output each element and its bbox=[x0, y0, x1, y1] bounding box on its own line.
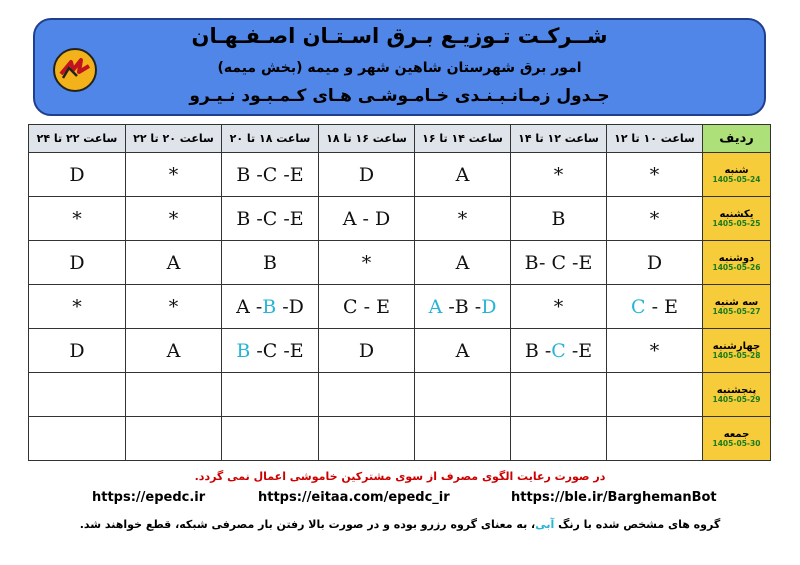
cell-22-24 bbox=[29, 373, 126, 417]
cell-22-24 bbox=[29, 417, 126, 461]
cell-10-12 bbox=[607, 285, 703, 329]
cell-10-12: D bbox=[607, 241, 703, 285]
header-slot-20-22: ساعت ۲۰ تا ۲۲ bbox=[126, 125, 222, 153]
group-label: -E bbox=[565, 339, 593, 362]
cell-18-20: B -C -E bbox=[222, 153, 319, 197]
group-label: -C -E bbox=[250, 339, 304, 362]
company-title: شــرکـت تـوزیـع بـرق اسـتـان اصـفـهـان bbox=[191, 24, 608, 48]
header-slot-22-24: ساعت ۲۲ تا ۲۴ bbox=[29, 125, 126, 153]
day-name: سه شنبه bbox=[714, 296, 759, 308]
cell-12-14 bbox=[511, 373, 607, 417]
eitaa-channel-link[interactable]: https://eitaa.com/epedc_ir bbox=[258, 490, 450, 505]
cell-22-24: D bbox=[29, 329, 126, 373]
group-label: B - bbox=[524, 339, 552, 362]
reserve-group-label: C bbox=[551, 339, 566, 362]
cell-22-24: * bbox=[29, 285, 126, 329]
table-title: جـدول زمـانـبـنـدی خـامـوشـی هـای کـمـبـود نـیـرو bbox=[189, 86, 610, 106]
footnote-text: ، به معنای گروه رزرو بوده و در صورت بالا رفتن بار مصرفی شبکه، قطع خواهند شد. bbox=[79, 518, 536, 531]
bale-bot-link[interactable]: https://ble.ir/BarghemanBot bbox=[511, 490, 717, 505]
cell-10-12: * bbox=[607, 153, 703, 197]
header-slot-10-12: ساعت ۱۰ تا ۱۲ bbox=[607, 125, 703, 153]
cell-16-18: * bbox=[319, 241, 415, 285]
cell-12-14 bbox=[511, 329, 607, 373]
cell-12-14: * bbox=[511, 153, 607, 197]
day-name: جمعه bbox=[723, 428, 750, 440]
day-cell bbox=[703, 241, 771, 285]
day-name: پنجشنبه bbox=[716, 384, 757, 396]
cell-18-20 bbox=[222, 417, 319, 461]
cell-14-16: * bbox=[415, 197, 511, 241]
cell-14-16 bbox=[415, 285, 511, 329]
reserve-group-label: D bbox=[481, 295, 497, 318]
cell-20-22: A bbox=[126, 329, 222, 373]
blackout-schedule-table bbox=[28, 124, 771, 461]
footnote-text: گروه های مشخص شده با رنگ bbox=[554, 518, 721, 531]
cell-16-18: D bbox=[319, 153, 415, 197]
day-cell bbox=[703, 285, 771, 329]
header-radif: ردیف bbox=[703, 125, 771, 153]
cell-20-22: * bbox=[126, 197, 222, 241]
cell-22-24: D bbox=[29, 153, 126, 197]
day-date: 1405-05-25 bbox=[712, 218, 761, 228]
day-name: چهارشنبه bbox=[712, 340, 761, 352]
day-date: 1405-05-28 bbox=[712, 350, 761, 360]
day-cell bbox=[703, 373, 771, 417]
reserve-group-footnote bbox=[0, 518, 800, 531]
cell-14-16: A bbox=[415, 153, 511, 197]
epedc-site-link[interactable]: https://epedc.ir bbox=[92, 490, 206, 505]
table-row bbox=[29, 329, 771, 373]
group-label: - E bbox=[645, 295, 678, 318]
table-row bbox=[29, 241, 771, 285]
cell-20-22 bbox=[126, 373, 222, 417]
cell-16-18 bbox=[319, 373, 415, 417]
cell-16-18 bbox=[319, 417, 415, 461]
header-slot-16-18: ساعت ۱۶ تا ۱۸ bbox=[319, 125, 415, 153]
cell-10-12: * bbox=[607, 197, 703, 241]
day-name: شنبه bbox=[724, 164, 749, 176]
day-date: 1405-05-27 bbox=[712, 306, 761, 316]
cell-10-12 bbox=[607, 417, 703, 461]
cell-14-16 bbox=[415, 417, 511, 461]
group-label: -B - bbox=[442, 295, 482, 318]
cell-18-20: B -C -E bbox=[222, 197, 319, 241]
header-slot-14-16: ساعت ۱۴ تا ۱۶ bbox=[415, 125, 511, 153]
day-date: 1405-05-29 bbox=[712, 394, 761, 404]
cell-20-22 bbox=[126, 417, 222, 461]
cell-12-14: B- C -E bbox=[511, 241, 607, 285]
group-label: A - bbox=[236, 295, 263, 318]
cell-14-16: A bbox=[415, 241, 511, 285]
reserve-group-label: B bbox=[236, 339, 251, 362]
cell-18-20 bbox=[222, 285, 319, 329]
table-row bbox=[29, 417, 771, 461]
day-cell bbox=[703, 329, 771, 373]
table-row bbox=[29, 373, 771, 417]
cell-18-20 bbox=[222, 329, 319, 373]
header-slot-18-20: ساعت ۱۸ تا ۲۰ bbox=[222, 125, 319, 153]
group-label: -D bbox=[276, 295, 304, 318]
cell-18-20: B bbox=[222, 241, 319, 285]
cell-16-18: C - E bbox=[319, 285, 415, 329]
cell-10-12: * bbox=[607, 329, 703, 373]
cell-14-16 bbox=[415, 373, 511, 417]
cell-22-24: * bbox=[29, 197, 126, 241]
table-header-row bbox=[29, 125, 771, 153]
day-cell bbox=[703, 153, 771, 197]
day-date: 1405-05-26 bbox=[712, 262, 761, 272]
cell-20-22: * bbox=[126, 285, 222, 329]
cell-14-16: A bbox=[415, 329, 511, 373]
cell-10-12 bbox=[607, 373, 703, 417]
cell-20-22: * bbox=[126, 153, 222, 197]
cell-18-20 bbox=[222, 373, 319, 417]
footnote-blue-word: آبی bbox=[535, 518, 555, 531]
header-slot-12-14: ساعت ۱۲ تا ۱۴ bbox=[511, 125, 607, 153]
day-date: 1405-05-30 bbox=[712, 438, 761, 448]
cell-16-18: D bbox=[319, 329, 415, 373]
day-date: 1405-05-24 bbox=[712, 174, 761, 184]
cell-22-24: D bbox=[29, 241, 126, 285]
reserve-group-label: B bbox=[262, 295, 277, 318]
table-row bbox=[29, 197, 771, 241]
consumption-note: در صورت رعایت الگوی مصرف از سوی مشترکین خاموشی اعمال نمی گردد. bbox=[194, 470, 606, 483]
cell-12-14 bbox=[511, 417, 607, 461]
reserve-group-label: C bbox=[631, 295, 646, 318]
cell-12-14: B bbox=[511, 197, 607, 241]
day-cell bbox=[703, 197, 771, 241]
office-subtitle: امور برق شهرستان شاهین شهر و میمه (بخش میمه) bbox=[217, 60, 582, 76]
cell-12-14: * bbox=[511, 285, 607, 329]
day-cell bbox=[703, 417, 771, 461]
cell-16-18: A - D bbox=[319, 197, 415, 241]
table-row bbox=[29, 153, 771, 197]
day-name: یکشنبه bbox=[719, 208, 754, 220]
day-name: دوشنبه bbox=[718, 252, 755, 264]
table-row bbox=[29, 285, 771, 329]
reserve-group-label: A bbox=[428, 295, 443, 318]
header-banner bbox=[33, 18, 766, 116]
cell-20-22: A bbox=[126, 241, 222, 285]
